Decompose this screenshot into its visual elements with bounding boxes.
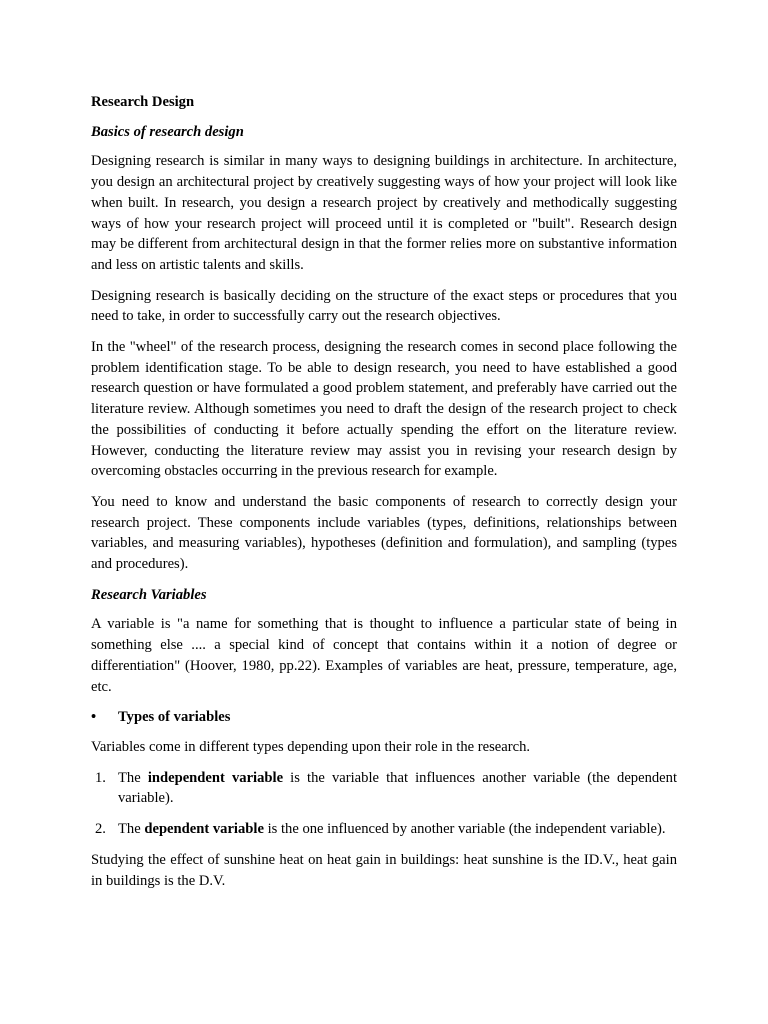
paragraph-architecture-analogy: Designing research is similar in many ways to designing buildings in architecture. In architecture, you design an architectural project by creatively suggesting ways of how your project will look like when built. In research, you design a research project by creatively and methodically suggesting ways of how your research project will proceed until it is completed or "built". Research design may be different from architectural design in that the former relies more on substantive information and less on artistic talents and skills.: [91, 153, 677, 273]
section-heading-variables: Research Variables: [91, 586, 207, 603]
paragraph-research-wheel: In the "wheel" of the research process, designing the research comes in second place following the problem identification stage. To be able to design research, you need to have established a good research question or have formulated a good problem statement, and preferably have carried out the literature review. Although sometimes you need to draft the design of the research project to check the possibilities of conducting it before actually spending the effort on the literature review. However, conducting the literature review may assist you in revising your research design by overcoming obstacles occurring in the previous research for example.: [91, 339, 677, 480]
paragraph-variable-definition: A variable is "a name for something that is thought to influence a particular state of being in something else .... a special kind of concept that contains within it a notion of degree or differentiation" (Hoover, 1980, pp.22). Examples of variables are heat, pressure, temperature, age, etc.: [91, 616, 677, 695]
bullet-list-item: [91, 707, 677, 728]
section-heading-basics: Basics of research design: [91, 123, 244, 140]
paragraph-example: Studying the effect of sunshine heat on heat gain in buildings: heat sunshine is the ID.V., heat gain in buildings is the D.V.: [91, 851, 677, 889]
list-item-term: dependent variable: [144, 821, 264, 838]
paragraph-variable-types: Variables come in different types depending upon their role in the research.: [91, 738, 531, 755]
bullet-icon: •: [91, 709, 97, 726]
paragraph-definition: Designing research is basically deciding on the structure of the exact steps or procedures that you need to take, in order to successfully carry out the research objectives.: [91, 287, 677, 325]
bullet-label: Types of variables: [118, 709, 231, 726]
numbered-list-item-dependent: [91, 819, 677, 840]
list-item-text: is the variable that influences another variable (the dependent variable).: [118, 769, 677, 807]
list-item-prefix: The: [118, 769, 148, 786]
paragraph-components: You need to know and understand the basic components of research to correctly design your research project. These components include variables (types, definitions, relationships between variables, and measuring variables), hypotheses (definition and formulation), and sampling (types and procedures).: [91, 493, 677, 573]
list-item-term: independent variable: [147, 769, 284, 786]
list-number: 1.: [95, 769, 106, 786]
list-item-text: is the one influenced by another variable (the independent variable).: [263, 821, 666, 838]
list-number: 2.: [95, 821, 106, 838]
numbered-list-item-independent: [91, 768, 677, 809]
document-page: [91, 92, 677, 901]
list-item-prefix: The: [118, 821, 145, 838]
document-title: Research Design: [91, 94, 195, 110]
